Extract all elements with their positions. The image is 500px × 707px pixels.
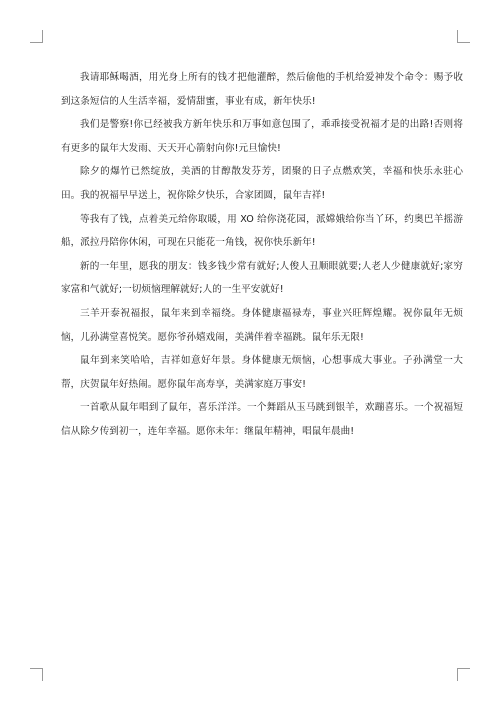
corner-mark-top-left — [30, 30, 43, 43]
paragraph: 鼠年到来笑哈哈，吉祥如意好年景。身体健康无烦恼，心想事成大事业。子孙满堂一大帮，庆贺鼠年好热闹。愿你鼠年高寿享，美满家庭万事安! — [61, 355, 463, 390]
paragraph: 一首歌从鼠年唱到了鼠年，喜乐洋洋。一个舞蹈从玉马跳到银羊，欢蹦喜乐。一个祝福短信从除夕传到初一，连年幸福。愿你未年：继鼠年精神，唱鼠年晨曲! — [61, 402, 463, 437]
corner-mark-top-right — [457, 30, 470, 43]
paragraph: 新的一年里，愿我的朋友：钱多钱少常有就好;人俊人丑顺眼就要;人老人少健康就好;家穷家富和气就好;一切烦恼理解就好;人的一生平安就好! — [61, 260, 463, 296]
corner-mark-bottom-right — [457, 668, 470, 681]
paragraph: 除夕的爆竹已然绽放，美酒的甘醇散发芬芳，团聚的日子点燃欢笑，幸福和快乐永驻心田。我的祝福早早送上，祝你除夕快乐，合家团圆，鼠年吉祥! — [61, 166, 463, 201]
paragraph: 等我有了钱，点着美元给你取暖，用 XO 给你浇花园，派嫦娥给你当丫环，约奥巴羊摇游船，派拉丹陪你休闲，可现在只能花一角钱，祝你快乐新年! — [61, 213, 463, 249]
paragraph: 我们是警察!你已经被我方新年快乐和万事如意包围了，乖乖接受祝福才是的出路!否则将有更多的鼠年大发雨、天天开心箭射向你!元旦愉快! — [61, 119, 463, 154]
corner-mark-bottom-left — [30, 668, 43, 681]
paragraph: 三羊开泰祝福报，鼠年来到幸福绕。身体健康福禄寿，事业兴旺辉煌耀。祝你鼠年无烦恼，儿孙满堂喜悦笑。愿你爷孙嬉戏闹，美满伴着幸福跳。鼠年乐无限! — [61, 307, 463, 343]
paragraph: 我请耶稣喝酒，用光身上所有的钱才把他灌醉，然后偷他的手机给爱神发个命令：赐予收到这条短信的人生活幸福，爱情甜蜜，事业有成，新年快乐! — [61, 72, 463, 107]
document-body — [61, 66, 463, 444]
